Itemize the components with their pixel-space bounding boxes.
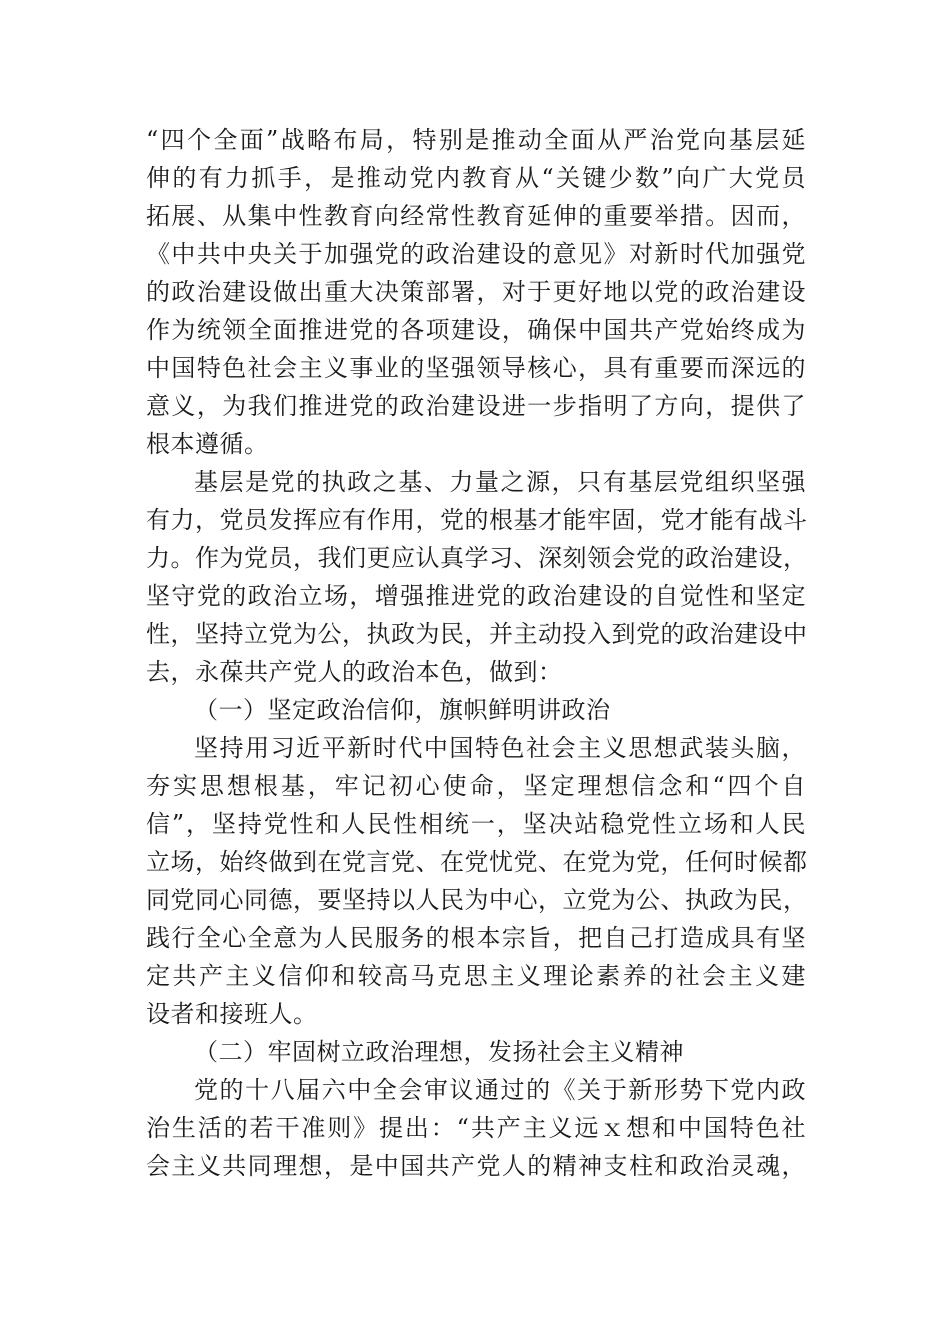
text-line: 同党同心同德，要坚持以人民为中心，立党为公、执政为民， [146,886,808,914]
text-line: 治生活的若干准则》提出：“共产主义远ｘ想和中国特色社 [146,1114,806,1142]
text-line: 根本遵循。 [146,430,269,458]
text-line: 拓展、从集中性教育向经常性教育延伸的重要举措。因而， [146,202,806,230]
section-heading: （一）坚定政治信仰，旗帜鲜明讲政治 [194,696,611,724]
text-line: 的政治建设做出重大决策部署，对于更好地以党的政治建设 [146,278,806,306]
text-line: 有力，党员发挥应有作用，党的根基才能牢固，党才能有战斗 [146,506,808,534]
section-heading: （二）牢固树立政治理想，发扬社会主义精神 [194,1038,684,1066]
text-line: 伸的有力抓手，是推动党内教育从“关键少数”向广大党员 [146,164,806,192]
text-line: 夯实思想根基，牢记初心使命，坚定理想信念和“四个自 [146,772,806,800]
paragraph-first-line: 党的十八届六中全会审议通过的《关于新形势下党内政 [194,1076,806,1104]
text-line: 意义，为我们推进党的政治建设进一步指明了方向，提供了 [146,392,806,420]
paragraph-first-line: 坚持用习近平新时代中国特色社会主义思想武装头脑， [194,734,806,762]
text-line: 《中共中央关于加强党的政治建设的意见》对新时代加强党 [146,240,806,268]
text-line: 践行全心全意为人民服务的根本宗旨，把自己打造成具有坚 [146,924,806,952]
text-line: 信”，坚持党性和人民性相统一，坚决站稳党性立场和人民 [146,810,806,838]
text-line: “四个全面”战略布局，特别是推动全面从严治党向基层延 [146,126,806,154]
text-line: 力。作为党员，我们更应认真学习、深刻领会党的政治建设， [146,544,808,572]
text-line: 中国特色社会主义事业的坚强领导核心，具有重要而深远的 [146,354,806,382]
text-line: 作为统领全面推进党的各项建设，确保中国共产党始终成为 [146,316,806,344]
paragraph-first-line: 基层是党的执政之基、力量之源，只有基层党组织坚强 [194,468,806,496]
text-line: 去，永葆共产党人的政治本色，做到： [146,658,563,686]
text-line: 定共产主义信仰和较高马克思主义理论素养的社会主义建 [146,962,806,990]
text-line: 会主义共同理想，是中国共产党人的精神支柱和政治灵魂， [146,1152,806,1180]
text-line: 坚守党的政治立场，增强推进党的政治建设的自觉性和坚定 [146,582,806,610]
text-line: 立场，始终做到在党言党、在党忧党、在党为党，任何时候都 [146,848,808,876]
text-line: 设者和接班人。 [146,1000,318,1028]
text-line: 性，坚持立党为公，执政为民，并主动投入到党的政治建设中 [146,620,808,648]
